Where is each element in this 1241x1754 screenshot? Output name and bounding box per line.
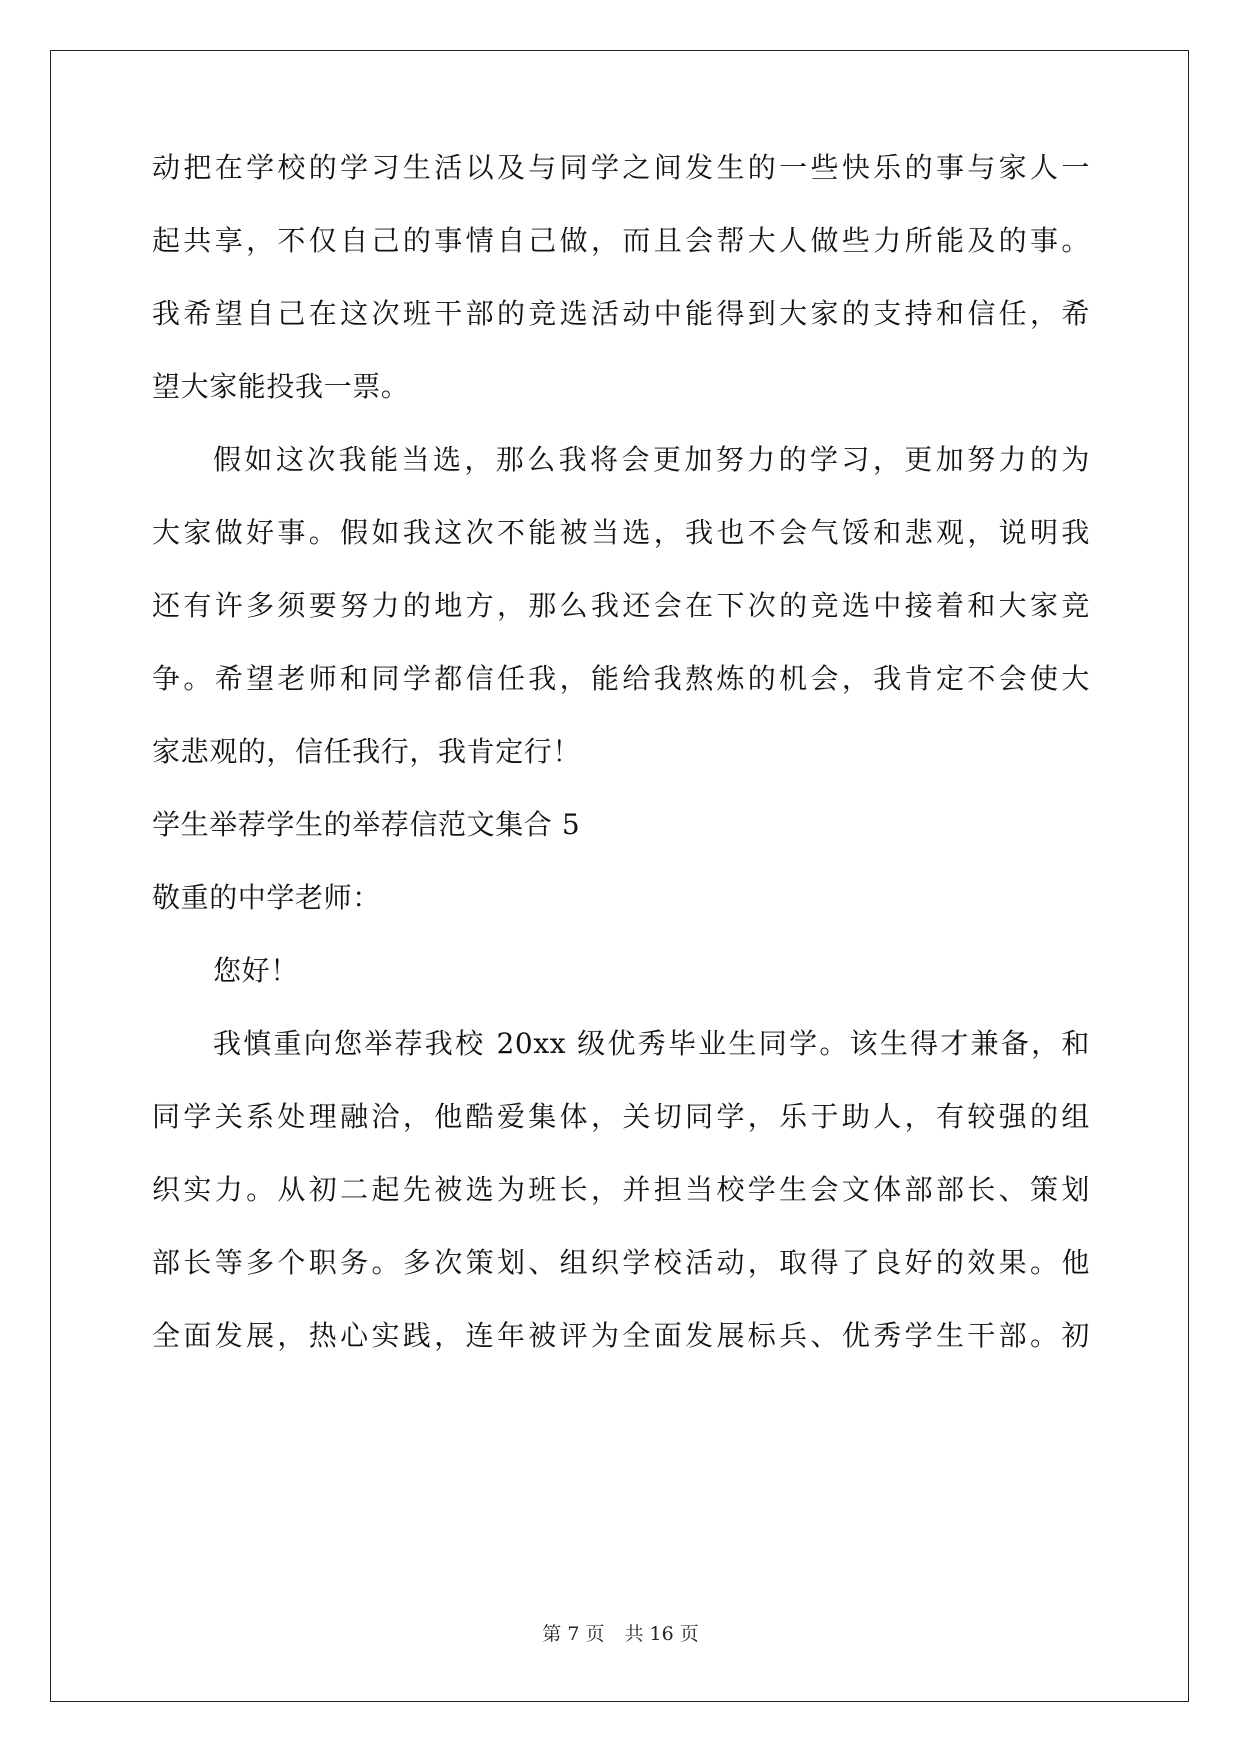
paragraph-line: 家悲观的，信任我行，我肯定行！ (152, 735, 582, 768)
salutation: 敬重的中学老师： (152, 881, 381, 914)
paragraph-line: 部长等多个职务。多次策划、组织学校活动，取得了良好的效果。他 (152, 1246, 1090, 1279)
paragraph-line: 大家做好事。假如我这次不能被当选，我也不会气馁和悲观，说明我 (152, 516, 1090, 549)
page-footer (0, 1622, 1241, 1646)
paragraph-line: 还有许多须要努力的地方，那么我还会在下次的竞选中接着和大家竞 (152, 589, 1090, 622)
greeting: 您好！ (213, 954, 299, 987)
section-heading: 学生举荐学生的举荐信范文集合 5 (152, 808, 581, 841)
paragraph-line: 假如这次我能当选，那么我将会更加努力的学习，更加努力的为 (213, 443, 1090, 476)
paragraph-line: 望大家能投我一票。 (152, 370, 410, 403)
paragraph-line: 我慎重向您举荐我校 20xx 级优秀毕业生同学。该生得才兼备，和 (213, 1027, 1090, 1060)
paragraph-line: 我希望自己在这次班干部的竞选活动中能得到大家的支持和信任，希 (152, 297, 1090, 330)
page-total: 共 16 页 (624, 1623, 699, 1645)
paragraph-line: 动把在学校的学习生活以及与同学之间发生的一些快乐的事与家人一 (152, 151, 1090, 184)
paragraph-line: 同学关系处理融洽，他酷爱集体，关切同学，乐于助人，有较强的组 (152, 1100, 1090, 1133)
paragraph-line: 全面发展，热心实践，连年被评为全面发展标兵、优秀学生干部。初 (152, 1319, 1090, 1352)
page-number: 第 7 页 (542, 1623, 605, 1645)
paragraph-line: 起共享，不仅自己的事情自己做，而且会帮大人做些力所能及的事。 (152, 224, 1090, 257)
paragraph-line: 争。希望老师和同学都信任我，能给我熬炼的机会，我肯定不会使大 (152, 662, 1090, 695)
paragraph-line: 织实力。从初二起先被选为班长，并担当校学生会文体部部长、策划 (152, 1173, 1090, 1206)
